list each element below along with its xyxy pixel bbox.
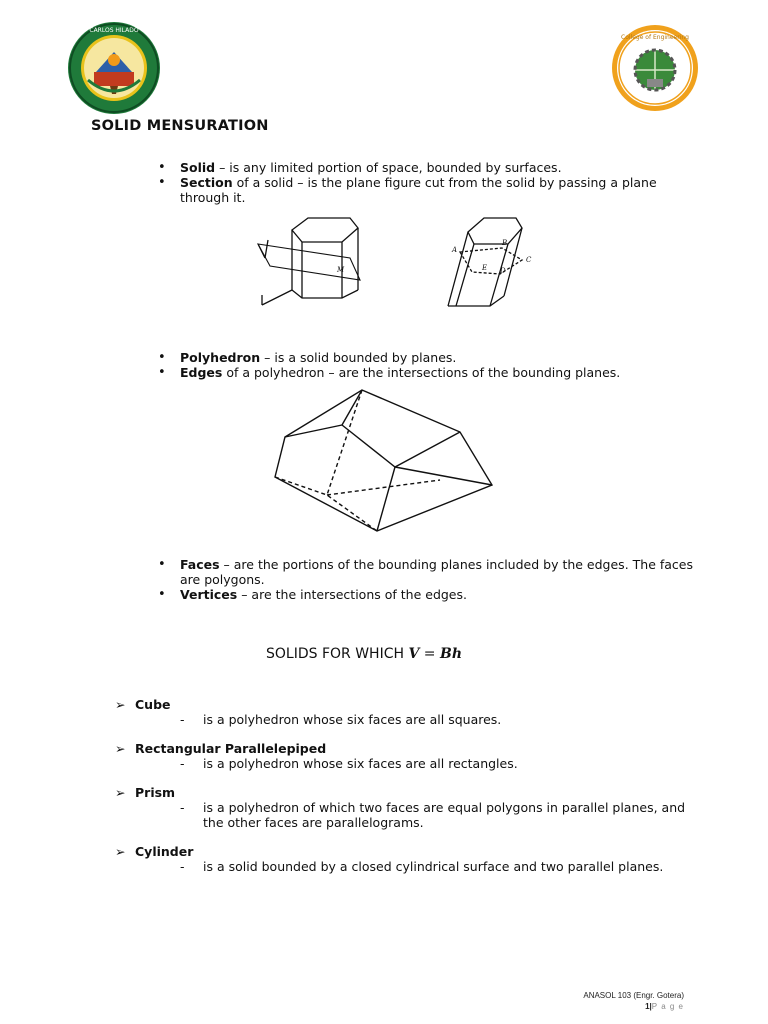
solid-term: Prism bbox=[135, 785, 176, 800]
arrow-bullet-icon: ➢ bbox=[115, 741, 126, 756]
plane-label-m: M bbox=[337, 266, 345, 274]
vertex-label-a: A bbox=[452, 246, 458, 254]
footer-page-number bbox=[583, 1001, 684, 1012]
definition-text: – are the portions of the bounding planes included by the edges. The faces are polygons. bbox=[180, 557, 693, 587]
definition-text: – is any limited portion of space, bounded by surfaces. bbox=[215, 160, 562, 175]
solid-item-cube bbox=[115, 697, 695, 727]
list-item bbox=[157, 350, 697, 365]
definition-text: of a polyhedron – are the intersections of the bounding planes. bbox=[222, 365, 621, 380]
term-faces: Faces bbox=[180, 557, 220, 572]
solid-term: Cylinder bbox=[135, 844, 194, 859]
page-footer bbox=[583, 990, 684, 1012]
definitions-list-1 bbox=[157, 160, 697, 205]
term-edges: Edges bbox=[180, 365, 223, 380]
definition-text: – is a solid bounded by planes. bbox=[260, 350, 457, 365]
term-section: Section bbox=[180, 175, 233, 190]
heading-text: SOLIDS FOR WHICH bbox=[266, 646, 409, 662]
solid-term: Cube bbox=[135, 697, 171, 712]
term-polyhedron: Polyhedron bbox=[180, 350, 261, 365]
solid-term: Rectangular Parallelepiped bbox=[135, 741, 327, 756]
page-label: P a g e bbox=[651, 1002, 684, 1011]
dash: - bbox=[180, 756, 185, 771]
term-solid: Solid bbox=[180, 160, 216, 175]
list-item bbox=[157, 175, 697, 205]
page-title: SOLID MENSURATION bbox=[91, 118, 269, 134]
dash: - bbox=[180, 859, 185, 874]
list-item bbox=[157, 557, 697, 587]
solid-item-rectangular-parallelepiped bbox=[115, 741, 695, 771]
vertex-label-c: C bbox=[526, 256, 532, 264]
vertex-label-d: D bbox=[500, 267, 506, 275]
university-seal-logo bbox=[66, 20, 162, 116]
term-vertices: Vertices bbox=[180, 587, 238, 602]
vertex-label-e: E bbox=[482, 264, 488, 272]
solid-item-cylinder bbox=[115, 844, 705, 874]
section-prism-figure bbox=[250, 210, 550, 315]
solid-definition: is a polyhedron whose six faces are all rectangles. bbox=[203, 756, 518, 771]
vertex-label-b: B bbox=[502, 239, 508, 247]
definitions-list-2 bbox=[157, 350, 697, 380]
list-item bbox=[157, 160, 697, 175]
list-item bbox=[157, 365, 697, 380]
definition-text: – are the intersections of the edges. bbox=[237, 587, 467, 602]
solid-definition: is a solid bounded by a closed cylindrical surface and two parallel planes. bbox=[203, 859, 664, 874]
polyhedron-figure bbox=[270, 385, 500, 535]
svg-text:CARLOS HILADO: CARLOS HILADO bbox=[89, 27, 139, 34]
solid-item-prism bbox=[115, 785, 705, 830]
list-item bbox=[157, 587, 697, 602]
definitions-list-3 bbox=[157, 557, 697, 602]
page-number: 1 bbox=[645, 1002, 650, 1011]
arrow-bullet-icon: ➢ bbox=[115, 697, 126, 712]
page-separator: | bbox=[649, 1002, 652, 1011]
formula-base-height: Bh bbox=[439, 646, 462, 662]
formula-equals: = bbox=[419, 646, 440, 662]
arrow-bullet-icon: ➢ bbox=[115, 844, 126, 859]
formula-volume: V bbox=[408, 646, 420, 662]
svg-text:College of Engineering: College of Engineering bbox=[621, 34, 689, 41]
footer-course: ANASOL 103 (Engr. Gotera) bbox=[583, 991, 684, 1000]
definition-text: of a solid – is the plane figure cut from the solid by passing a plane through it. bbox=[180, 175, 657, 205]
dash: - bbox=[180, 800, 185, 815]
solid-definition: is a polyhedron of which two faces are equal polygons in parallel planes, and the other faces are parallelograms. bbox=[203, 800, 686, 830]
arrow-bullet-icon: ➢ bbox=[115, 785, 126, 800]
college-of-engineering-seal-logo bbox=[609, 23, 701, 113]
section-heading bbox=[266, 646, 462, 662]
dash: - bbox=[180, 712, 185, 727]
solid-definition: is a polyhedron whose six faces are all squares. bbox=[203, 712, 502, 727]
